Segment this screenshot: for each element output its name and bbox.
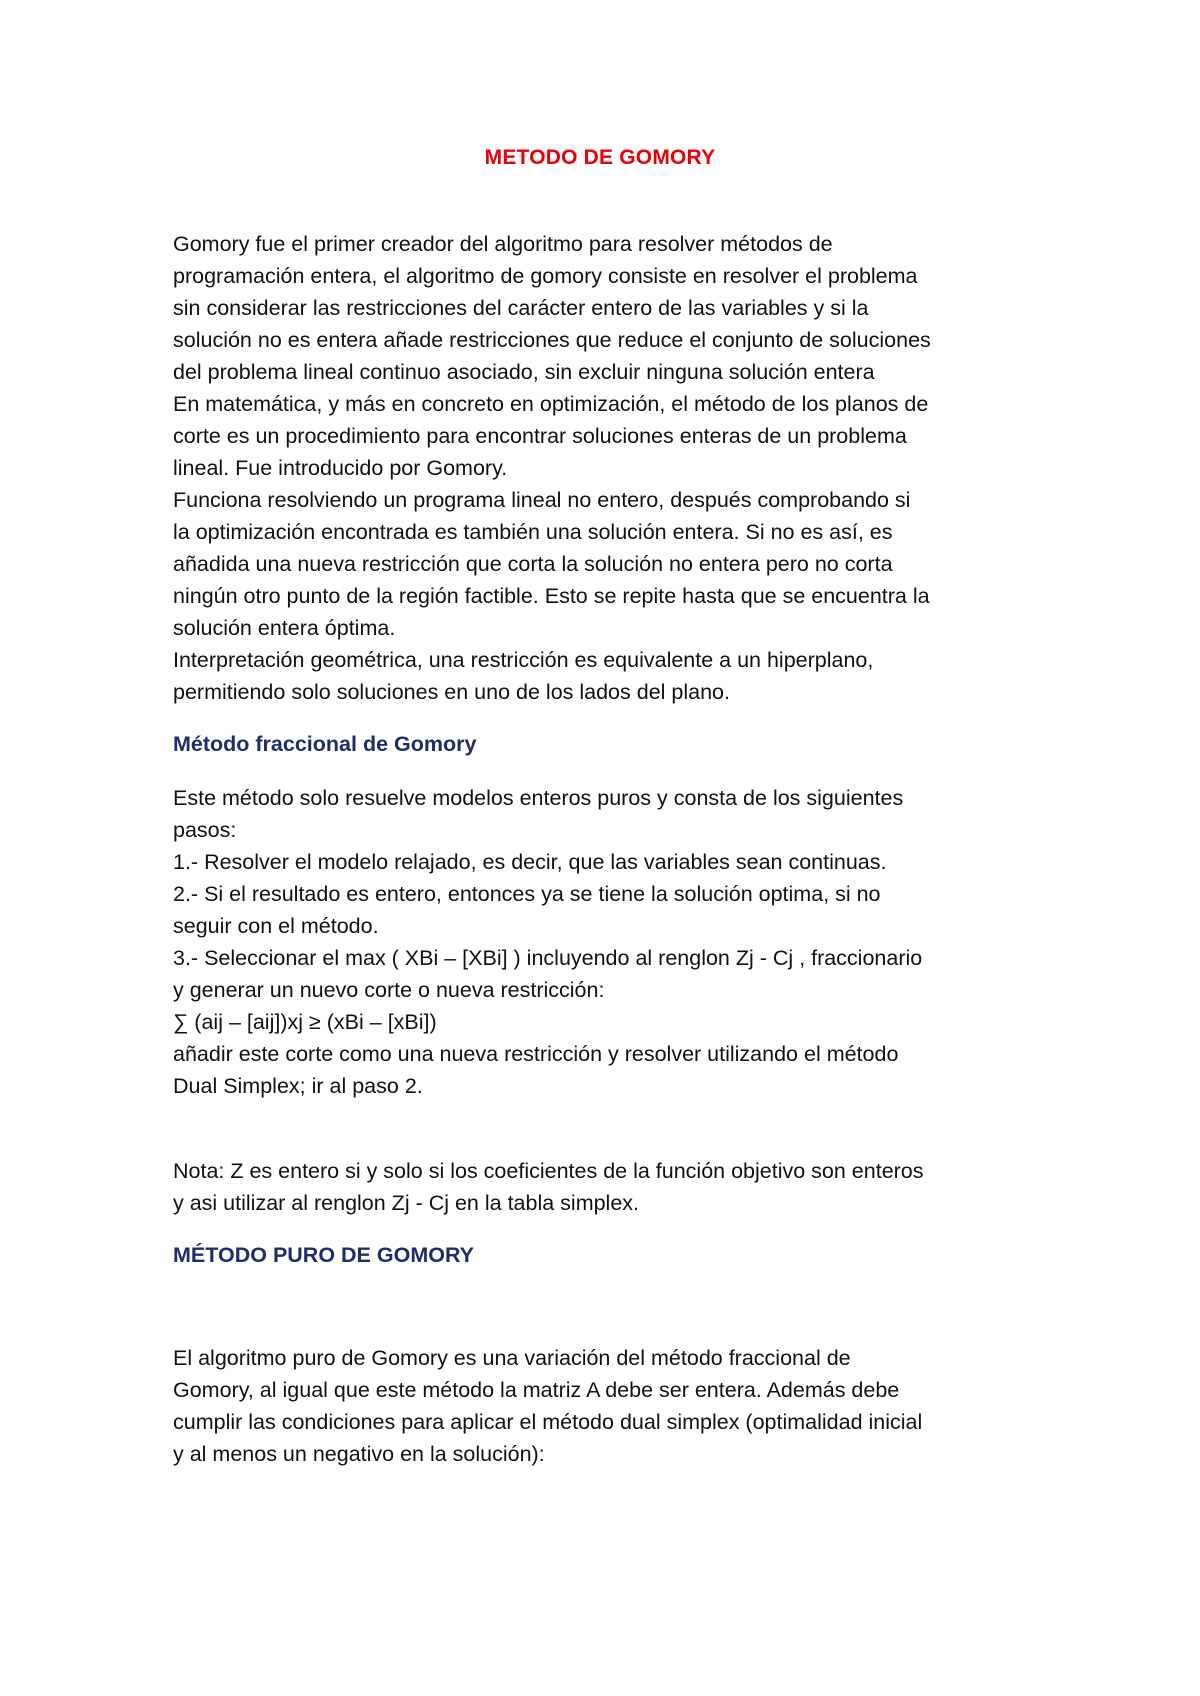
text-line: Gomory, al igual que este método la matriz A debe ser entera. Además debe (173, 1378, 900, 1402)
text-line: permitiendo solo soluciones en uno de los lados del plano. (173, 680, 730, 704)
text-line: solución no es entera añade restricciones que reduce el conjunto de soluciones (173, 328, 931, 352)
text-line: añadir este corte como una nueva restricción y resolver utilizando el método (173, 1042, 899, 1066)
step-line: 2.- Si el resultado es entero, entonces ya se tiene la solución optima, si no (173, 882, 881, 906)
text-line: Dual Simplex; ir al paso 2. (173, 1074, 423, 1098)
section-heading-puro: MÉTODO PURO DE GOMORY (173, 1243, 475, 1267)
intro-paragraph (173, 228, 1053, 708)
text-line: programación entera, el algoritmo de gomory consiste en resolver el problema (173, 264, 918, 288)
text-line: y al menos un negativo en la solución): (173, 1442, 545, 1466)
step-line: 3.- Seleccionar el max ( XBi – [XBi] ) incluyendo al renglon Zj - Cj , fraccionario (173, 946, 923, 970)
text-line: y generar un nuevo corte o nueva restricción: (173, 978, 605, 1002)
fraccional-paragraph (173, 782, 1053, 1102)
text-line: lineal. Fue introducido por Gomory. (173, 456, 508, 480)
text-line: cumplir las condiciones para aplicar el método dual simplex (optimalidad inicial (173, 1410, 923, 1434)
text-line: Gomory fue el primer creador del algoritmo para resolver métodos de (173, 232, 833, 256)
text-line: Este método solo resuelve modelos enteros puros y consta de los siguientes (173, 786, 904, 810)
text-line: Interpretación geométrica, una restricción es equivalente a un hiperplano, (173, 648, 874, 672)
text-line: la optimización encontrada es también una solución entera. Si no es así, es (173, 520, 893, 544)
text-line: ningún otro punto de la región factible. Esto se repite hasta que se encuentra la (173, 584, 930, 608)
text-line: solución entera óptima. (173, 616, 396, 640)
text-line: y asi utilizar al renglon Zj - Cj en la tabla simplex. (173, 1191, 640, 1215)
document-title: METODO DE GOMORY (484, 146, 716, 169)
text-line: El algoritmo puro de Gomory es una variación del método fraccional de (173, 1346, 851, 1370)
text-line: En matemática, y más en concreto en optimización, el método de los planos de (173, 392, 929, 416)
text-line: del problema lineal continuo asociado, sin excluir ninguna solución entera (173, 360, 875, 384)
text-line: Nota: Z es entero si y solo si los coeficientes de la función objetivo son enteros (173, 1159, 924, 1183)
puro-paragraph (173, 1342, 1053, 1470)
text-line: Funciona resolviendo un programa lineal no entero, después comprobando si (173, 488, 911, 512)
text-line: pasos: (173, 818, 237, 842)
formula-line: ∑ (aij – [aij])xj ≥ (xBi – [xBi]) (173, 1010, 437, 1034)
text-line: sin considerar las restricciones del carácter entero de las variables y si la (173, 296, 869, 320)
section-heading-fraccional: Método fraccional de Gomory (173, 732, 477, 756)
note-paragraph (173, 1155, 1053, 1219)
text-line: seguir con el método. (173, 914, 379, 938)
text-line: corte es un procedimiento para encontrar soluciones enteras de un problema (173, 424, 907, 448)
step-line: 1.- Resolver el modelo relajado, es decir, que las variables sean continuas. (173, 850, 887, 874)
text-line: añadida una nueva restricción que corta la solución no entera pero no corta (173, 552, 893, 576)
